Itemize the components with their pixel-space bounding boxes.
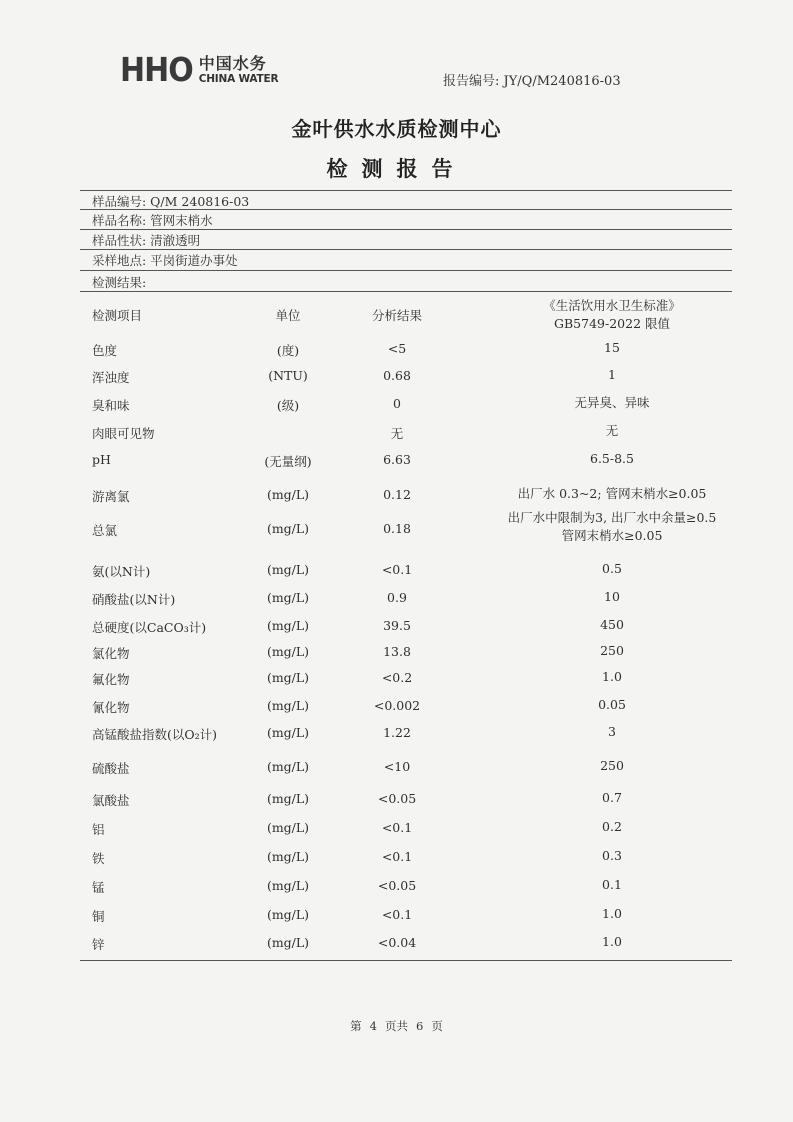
row-standard-limit: 出厂水 0.3~2; 管网末梢水≥0.05 bbox=[517, 486, 707, 501]
row-result: <0.002 bbox=[373, 698, 421, 713]
row-item: 氯化物 bbox=[92, 646, 130, 661]
row-item: 臭和味 bbox=[92, 398, 130, 413]
row-item: 色度 bbox=[92, 343, 118, 358]
page-total: 6 bbox=[416, 1019, 424, 1033]
row-result: 13.8 bbox=[383, 644, 411, 659]
row-result: 0.68 bbox=[383, 368, 411, 383]
row-unit: (mg/L) bbox=[266, 670, 310, 685]
row-unit: (mg/L) bbox=[266, 849, 310, 864]
row-standard-limit: 1.0 bbox=[602, 906, 622, 921]
row-unit: (级) bbox=[276, 398, 300, 413]
row-result: 1.22 bbox=[383, 725, 411, 740]
row-result: <0.1 bbox=[381, 562, 413, 577]
row-result: <0.1 bbox=[381, 849, 413, 864]
row-result: <0.05 bbox=[377, 878, 417, 893]
row-standard-limit: 出厂水中限制为3, 出厂水中余量≥0.5 管网末梢水≥0.05 bbox=[507, 510, 717, 543]
row-standard-limit: 无 bbox=[605, 423, 619, 438]
row-item: 氰化物 bbox=[92, 700, 130, 715]
row-standard-limit: 250 bbox=[600, 758, 624, 773]
row-unit: (mg/L) bbox=[266, 590, 310, 605]
row-standard-limit: 3 bbox=[608, 724, 616, 739]
divider bbox=[80, 249, 732, 250]
row-item: pH bbox=[92, 452, 111, 467]
row-item: 硝酸盐(以N计) bbox=[92, 592, 176, 607]
row-unit: (无量纲) bbox=[264, 454, 312, 469]
row-unit: (NTU) bbox=[268, 368, 308, 383]
results-label: 检测结果: bbox=[92, 275, 147, 290]
row-result: <0.1 bbox=[381, 820, 413, 835]
row-result: 0.9 bbox=[387, 590, 407, 605]
divider bbox=[80, 270, 732, 271]
row-item: 氨(以N计) bbox=[92, 564, 151, 579]
row-result: <0.04 bbox=[377, 935, 417, 950]
row-standard-limit: 250 bbox=[600, 643, 624, 658]
row-item: 锌 bbox=[92, 937, 105, 952]
sample-code: 样品编号: Q/M 240816-03 bbox=[92, 194, 250, 209]
row-item: 锰 bbox=[92, 880, 105, 895]
header-result: 分析结果 bbox=[371, 308, 422, 323]
row-unit: (mg/L) bbox=[266, 935, 310, 950]
row-result: <0.2 bbox=[381, 670, 413, 685]
sample-property: 样品性状: 清澈透明 bbox=[92, 233, 201, 248]
row-item: 高锰酸盐指数(以O₂计) bbox=[92, 727, 218, 742]
row-standard-limit: 1.0 bbox=[602, 669, 622, 684]
row-result: 0.12 bbox=[383, 487, 411, 502]
row-standard-limit: 0.1 bbox=[602, 877, 622, 892]
row-unit: (mg/L) bbox=[266, 487, 310, 502]
center-name: 金叶供水水质检测中心 bbox=[291, 117, 502, 141]
page-number: 4 bbox=[369, 1019, 377, 1033]
header-divider bbox=[80, 190, 732, 191]
row-result: <0.05 bbox=[377, 791, 417, 806]
row-unit: (mg/L) bbox=[266, 791, 310, 806]
row-item: 硫酸盐 bbox=[92, 761, 130, 776]
header-unit: 单位 bbox=[275, 308, 301, 323]
header-item: 检测项目 bbox=[92, 308, 143, 323]
row-unit: (mg/L) bbox=[266, 521, 310, 536]
logo-chinese-text: 中国水务 bbox=[198, 53, 267, 73]
row-unit: (mg/L) bbox=[266, 759, 310, 774]
row-result: <10 bbox=[383, 759, 411, 774]
divider bbox=[80, 229, 732, 230]
row-standard-limit: 0.2 bbox=[602, 819, 622, 834]
row-item: 氟化物 bbox=[92, 672, 130, 687]
row-result: 39.5 bbox=[383, 618, 411, 633]
row-standard-limit: 0.5 bbox=[602, 561, 622, 576]
logo-english-text: CHINA WATER bbox=[198, 72, 279, 85]
row-item: 浑浊度 bbox=[92, 370, 130, 385]
row-result: 0 bbox=[393, 396, 401, 411]
row-unit: (mg/L) bbox=[266, 698, 310, 713]
table-bottom-rule bbox=[80, 960, 732, 961]
row-result: 无 bbox=[390, 426, 404, 441]
china-water-logo bbox=[120, 50, 278, 90]
row-standard-limit: 15 bbox=[604, 340, 620, 355]
row-unit: (mg/L) bbox=[266, 878, 310, 893]
row-item: 氯酸盐 bbox=[92, 793, 130, 808]
header-standard: 《生活饮用水卫生标准》 GB5749-2022 限值 bbox=[543, 298, 681, 331]
row-standard-limit: 0.7 bbox=[602, 790, 622, 805]
sampling-location: 采样地点: 平岗街道办事处 bbox=[92, 253, 238, 268]
divider bbox=[80, 291, 732, 292]
row-unit: (mg/L) bbox=[266, 725, 310, 740]
row-standard-limit: 1 bbox=[608, 367, 616, 382]
row-result: 6.63 bbox=[383, 452, 411, 467]
divider bbox=[80, 209, 732, 210]
row-result: <5 bbox=[387, 341, 407, 356]
row-unit: (mg/L) bbox=[266, 644, 310, 659]
document-title: 检测报告 bbox=[326, 157, 467, 181]
row-item: 总氯 bbox=[92, 523, 118, 538]
row-standard-limit: 0.3 bbox=[602, 848, 622, 863]
row-item: 游离氯 bbox=[92, 489, 130, 504]
row-item: 铝 bbox=[92, 822, 105, 837]
row-standard-limit: 6.5-8.5 bbox=[590, 451, 634, 466]
row-standard-limit: 1.0 bbox=[602, 934, 622, 949]
row-standard-limit: 无异臭、异味 bbox=[574, 395, 650, 410]
row-item: 铁 bbox=[92, 851, 105, 866]
page-footer: 第 4 页共 6 页 bbox=[350, 1019, 443, 1033]
report-number: 报告编号: JY/Q/M240816-03 bbox=[443, 74, 621, 89]
row-unit: (度) bbox=[276, 343, 300, 358]
row-result: 0.18 bbox=[383, 521, 411, 536]
row-item: 总硬度(以CaCO₃计) bbox=[92, 620, 207, 635]
row-unit: (mg/L) bbox=[266, 562, 310, 577]
row-result: <0.1 bbox=[381, 907, 413, 922]
row-unit: (mg/L) bbox=[266, 618, 310, 633]
row-unit: (mg/L) bbox=[266, 820, 310, 835]
row-standard-limit: 0.05 bbox=[598, 697, 626, 712]
sample-name: 样品名称: 管网末梢水 bbox=[92, 213, 213, 228]
row-item: 肉眼可见物 bbox=[92, 426, 155, 441]
logo-hho-mark: HHO bbox=[120, 50, 193, 90]
row-standard-limit: 10 bbox=[604, 589, 620, 604]
row-item: 铜 bbox=[92, 909, 105, 924]
row-standard-limit: 450 bbox=[600, 617, 624, 632]
row-unit: (mg/L) bbox=[266, 907, 310, 922]
